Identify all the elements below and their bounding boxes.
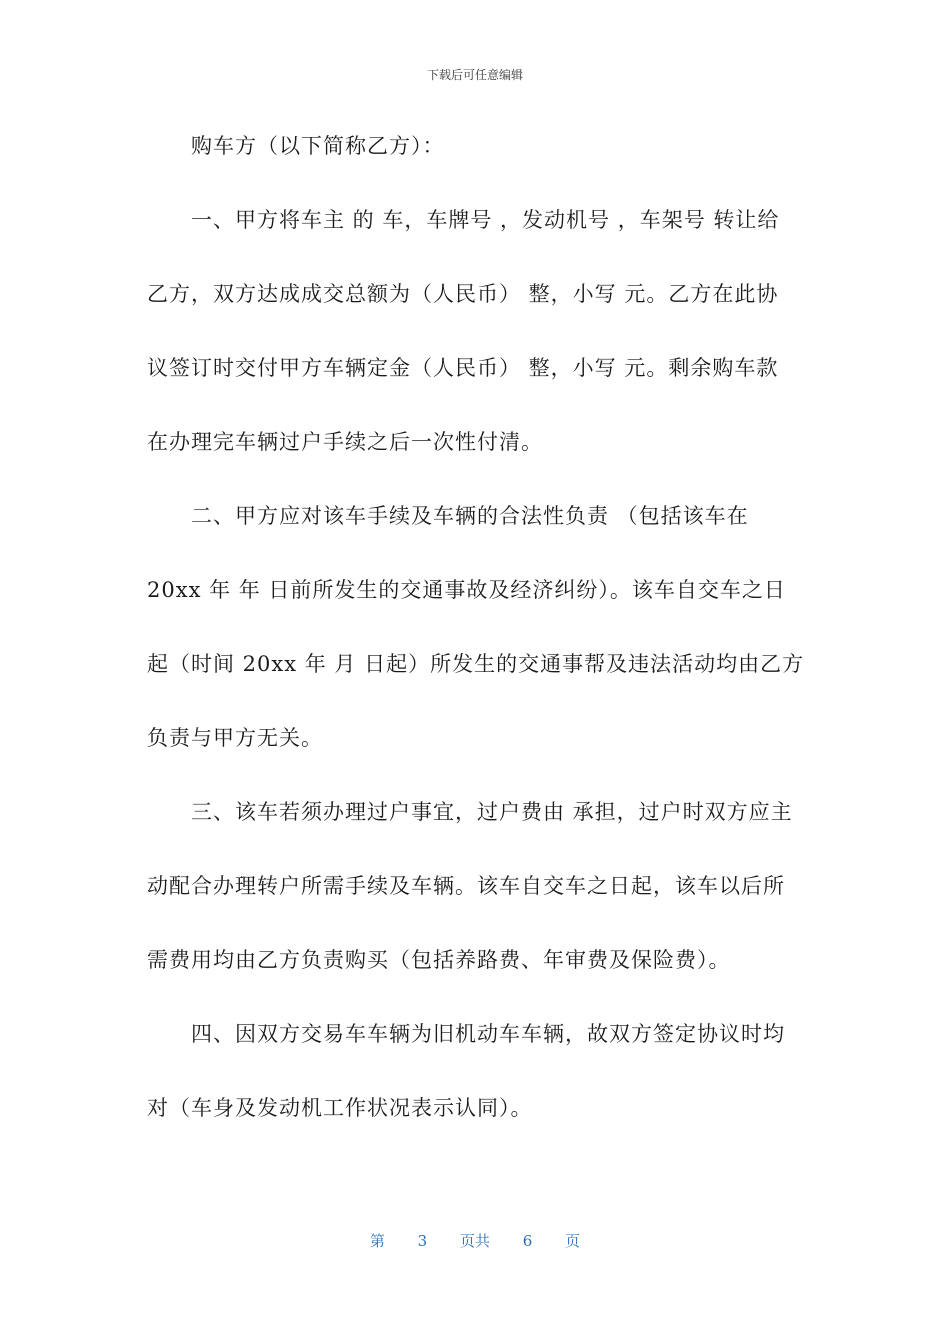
clause-1-line-2: 乙方，双方达成成交总额为（人民币） 整，小写 元。乙方在此协 bbox=[147, 282, 779, 306]
page-label-prefix: 第 bbox=[369, 1232, 385, 1250]
clause-2-line-3: 起（时间 20xx 年 月 日起）所发生的交通事帮及违法活动均由乙方 bbox=[147, 652, 805, 676]
page-label-suffix: 页 bbox=[565, 1232, 581, 1250]
clause-1-line-4: 在办理完车辆过户手续之后一次性付清。 bbox=[147, 430, 543, 454]
clause-2-line-2: 20xx 年 年 日前所发生的交通事故及经济纠纷）。该车自交车之日 bbox=[147, 578, 786, 602]
clause-4-line-1: 四、因双方交易车车辆为旧机动车车辆，故双方签定协议时均 bbox=[191, 1022, 785, 1046]
clause-3-line-3: 需费用均由乙方负责购买（包括养路费、年审费及保险费）。 bbox=[147, 948, 731, 972]
page-label-mid: 页共 bbox=[459, 1232, 490, 1250]
clause-2-line-4: 负责与甲方无关。 bbox=[147, 726, 323, 750]
clause-1-line-1: 一、甲方将车主 的 车，车牌号 ，发动机号 ，车架号 转让给 bbox=[191, 208, 780, 232]
current-page-number: 3 bbox=[417, 1232, 428, 1250]
total-pages-number: 6 bbox=[522, 1232, 533, 1250]
clause-2-line-1: 二、甲方应对该车手续及车辆的合法性负责 （包括该车在 bbox=[191, 504, 749, 528]
clause-1-line-3: 议签订时交付甲方车辆定金（人民币） 整，小写 元。剩余购车款 bbox=[147, 356, 779, 380]
header-note: 下载后可任意编辑 bbox=[426, 68, 523, 82]
paragraph-buyer-line: 购车方（以下简称乙方）： bbox=[191, 134, 445, 158]
clause-3-line-1: 三、该车若须办理过户事宜，过户费由 承担，过户时双方应主 bbox=[191, 800, 793, 824]
clause-3-line-2: 动配合办理转户所需手续及车辆。该车自交车之日起，该车以后所 bbox=[147, 874, 785, 898]
page-footer bbox=[0, 1230, 950, 1251]
clause-4-line-2: 对（车身及发动机工作状况表示认同）。 bbox=[147, 1096, 533, 1120]
document-body bbox=[147, 126, 807, 1162]
